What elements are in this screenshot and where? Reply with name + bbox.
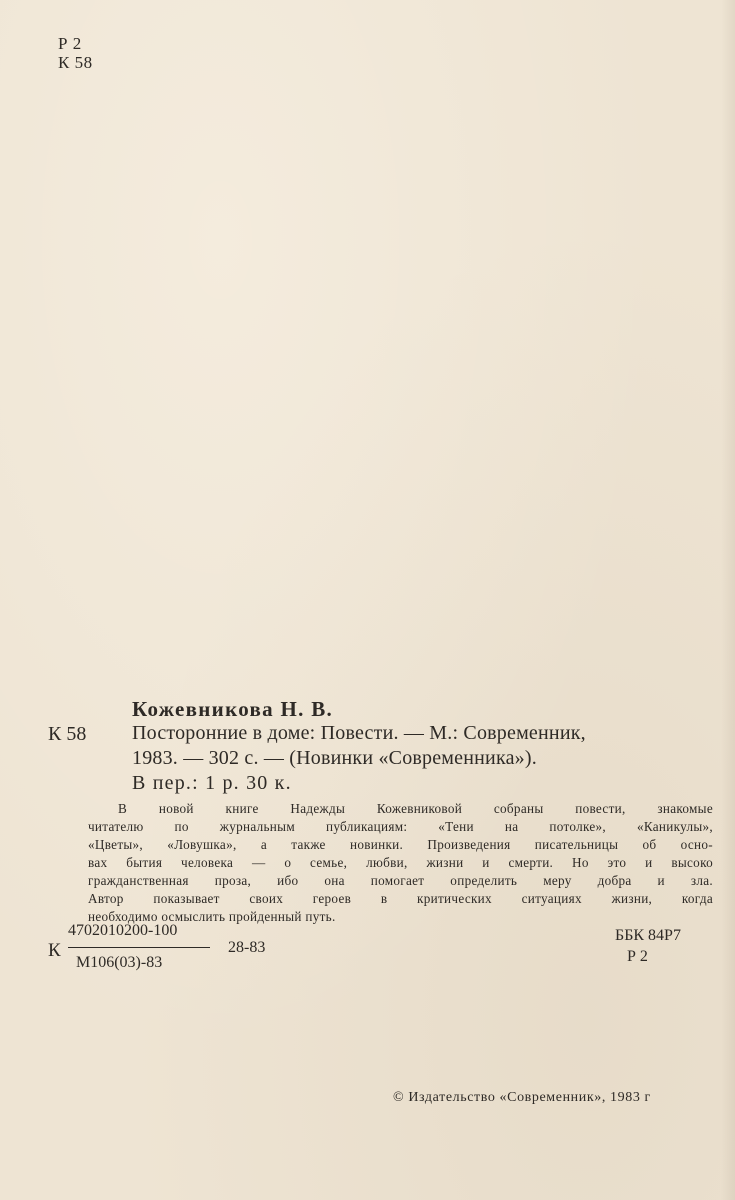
annotation-line: гражданственная проза, ибо она помогает определить меру добра и зла. xyxy=(88,873,713,888)
title-line-2: 1983. — 302 с. — (Новинки «Современника»). xyxy=(132,747,537,769)
bbk-code: ББК 84Р7 xyxy=(615,927,681,944)
annotation-line: В новой книге Надежды Кожевниковой собраны повести, знакомые xyxy=(118,801,713,816)
fraction-divider xyxy=(68,947,210,948)
index-denominator: М106(03)-83 xyxy=(76,954,163,971)
annotation-line: Автор показывает своих героев в критических ситуациях жизни, когда xyxy=(88,891,713,906)
classification-codes xyxy=(58,34,93,72)
author-sign: К 58 xyxy=(48,723,87,745)
annotation-line: читателю по журнальным публикациям: «Тени на потолке», «Каникулы», xyxy=(88,819,713,834)
classification-code-bottom: К 58 xyxy=(58,53,93,72)
title-line-1: Посторонние в доме: Повести. — М.: Современник, xyxy=(132,722,586,744)
annotation-line: вах бытия человека — о семье, любви, жизни и смерти. Но это и высоко xyxy=(88,855,713,870)
publication-index xyxy=(48,922,308,982)
index-suffix: 28-83 xyxy=(228,939,266,956)
copyright-notice: © Издательство «Современник», 1983 г xyxy=(393,1090,651,1105)
classification-code-top: Р 2 xyxy=(58,34,82,53)
bbk-subcode: Р 2 xyxy=(627,948,648,965)
bbk-classification xyxy=(615,925,725,967)
index-letter: К xyxy=(48,940,61,961)
author-name: Кожевникова Н. В. xyxy=(132,697,334,721)
annotation-line: «Цветы», «Ловушка», а также новинки. Произведения писательницы об осно- xyxy=(88,837,713,852)
annotation-line: необходимо осмыслить пройденный путь. xyxy=(88,909,336,924)
annotation-text xyxy=(88,800,713,926)
index-numerator: 4702010200-100 xyxy=(68,922,178,939)
price-line: В пер.: 1 р. 30 к. xyxy=(132,772,292,794)
